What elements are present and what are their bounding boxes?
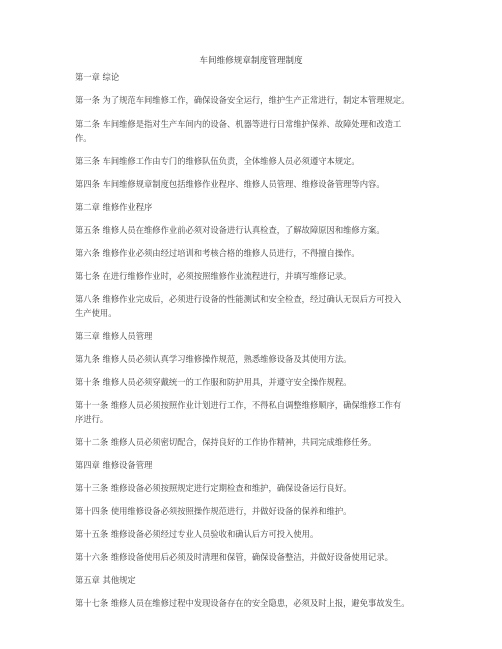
article-3: 第三条 车间维修工作由专门的维修队伍负责，全体维修人员必须遵守本规定。: [75, 156, 360, 166]
document-title: 车间维修规章制度管理制度: [199, 56, 303, 66]
article-11: 第十一条 维修人员必须按照作业计划进行工作，不得私自调整维修顺序，确保维修工作有: [75, 400, 402, 410]
chapter-heading-5: 第五章 其他规定: [75, 575, 136, 585]
article-8: 第八条 维修作业完成后，必须进行设备的性能测试和安全检查，经过确认无误后方可投入: [75, 294, 402, 304]
article-13: 第十三条 维修设备必须按照规定进行定期检查和维护，确保设备运行良好。: [75, 483, 352, 493]
chapter-heading-3: 第三章 维修人员管理: [75, 331, 153, 341]
chapter-heading-1: 第一章 综论: [75, 72, 120, 82]
article-11-continued: 序进行。: [75, 414, 109, 424]
article-5: 第五条 维修人员在维修作业前必须对设备进行认真检查，了解故障原因和维修方案。: [75, 225, 385, 235]
article-10: 第十条 维修人员必须穿戴统一的工作服和防护用具，并遵守安全操作规程。: [75, 377, 352, 387]
article-16: 第十六条 维修设备使用后必须及时清理和保管，确保设备整洁，并做好设备使用记录。: [75, 552, 393, 562]
article-6: 第六条 维修作业必须由经过培训和考核合格的维修人员进行，不得擅自操作。: [75, 248, 360, 258]
article-8-continued: 生产使用。: [75, 308, 117, 318]
article-17: 第十七条 维修人员在维修过程中发现设备存在的安全隐患，必须及时上报，避免事故发生。: [75, 598, 410, 608]
chapter-heading-2: 第二章 维修作业程序: [75, 202, 153, 212]
chapter-heading-4: 第四章 维修设备管理: [75, 460, 153, 470]
article-2-continued: 作。: [75, 133, 92, 143]
article-7: 第七条 在进行维修作业时，必须按照维修作业流程进行，并填写维修记录。: [75, 271, 352, 281]
article-15: 第十五条 维修设备必须经过专业人员验收和确认后方可投入使用。: [75, 529, 319, 539]
article-4: 第四条 车间维修规章制度包括维修作业程序、维修人员管理、维修设备管理等内容。: [75, 179, 385, 189]
article-14: 第十四条 使用维修设备必须按照操作规范进行，并做好设备的保养和维护。: [75, 506, 352, 516]
article-2: 第二条 车间维修是指对生产车间内的设备、机器等进行日常维护保养、故障处理和改造工: [75, 119, 402, 129]
article-9: 第九条 维修人员必须认真学习维修操作规范，熟悉维修设备及其使用方法。: [75, 354, 352, 364]
article-1: 第一条 为了规范车间维修工作，确保设备安全运行，维护生产正常进行，制定本管理规定。: [75, 95, 410, 105]
article-12: 第十二条 维修人员必须密切配合，保持良好的工作协作精神，共同完成维修任务。: [75, 437, 377, 447]
